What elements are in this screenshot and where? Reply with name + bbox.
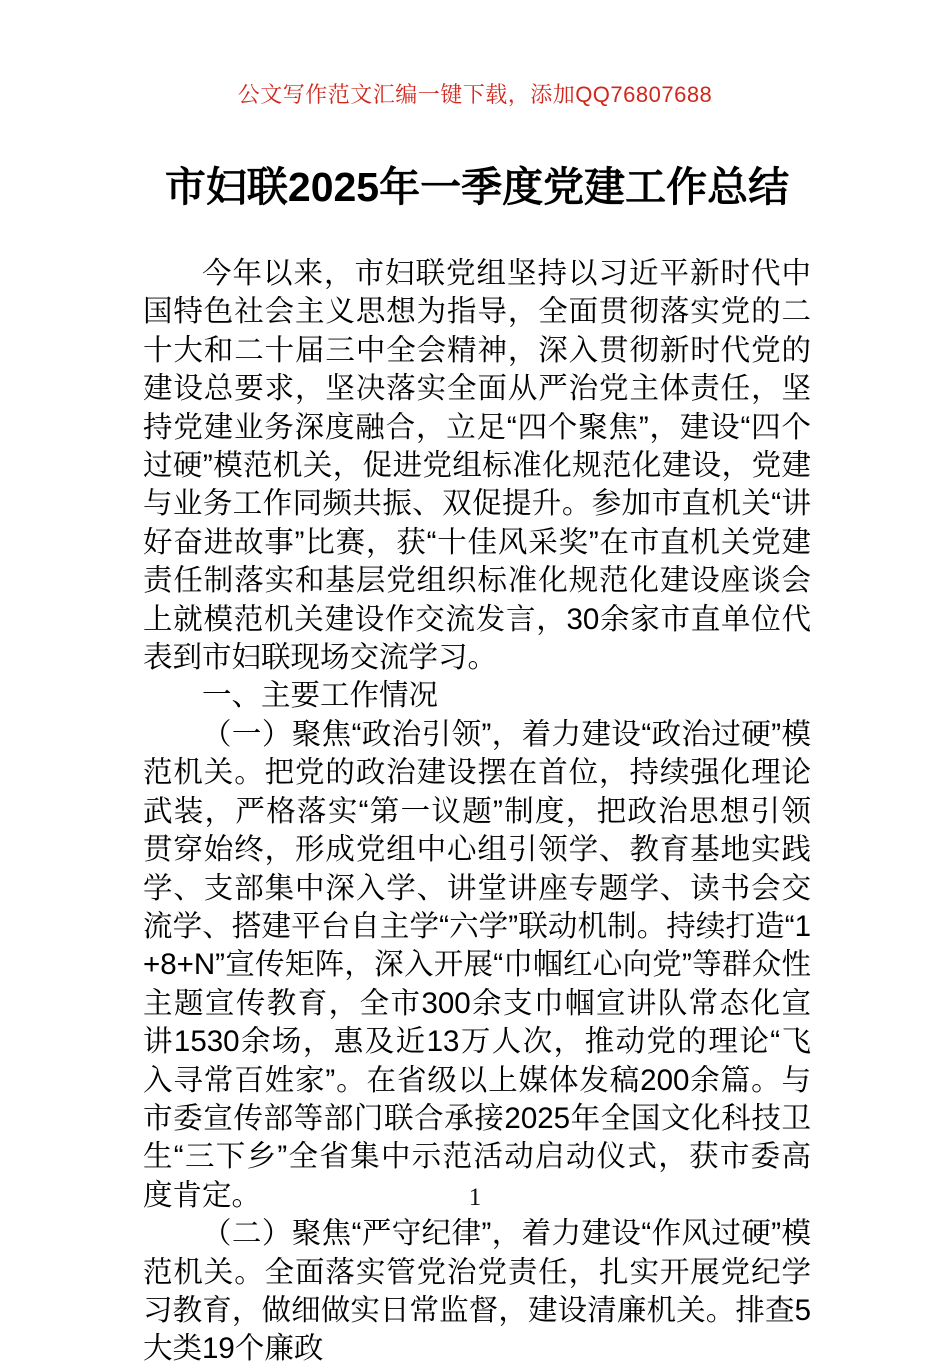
page-number: 1 [468, 1184, 482, 1211]
document-body [143, 0, 811, 1369]
paragraph-subsection-two: （二）聚焦“严守纪律”，着力建设“作风过硬”模范机关。全面落实管党治党责任，扎实开展党纪学习教育，做细做实日常监督，建设清廉机关。排查5大类19个廉政 [143, 1217, 811, 1366]
section-heading-one: 一、主要工作情况 [202, 679, 439, 713]
paragraph-intro: 今年以来，市妇联党组坚持以习近平新时代中国特色社会主义思想为指导，全面贯彻落实党的二十大和二十届三中全会精神，深入贯彻新时代党的建设总要求，坚决落实全面从严治党主体责任，坚持党建业务深度融合，立足“四个聚焦”，建设“四个过硬”模范机关，促进党组标准化规范化建设，党建与业务工作同频共振、双促提升。参加市直机关“讲好奋进故事”比赛，获“十佳风采奖”在市直机关党建责任制落实和基层党组织标准化规范化建设座谈会上就模范机关建设作交流发言，30余家市直单位代表到市妇联现场交流学习。 [143, 257, 811, 675]
promo-header-text: 公文写作范文汇编一键下载，添加QQ76807688 [237, 82, 713, 107]
page-title: 市妇联2025年一季度党建工作总结 [164, 164, 790, 210]
paragraph-subsection-one: （一）聚焦“政治引领”，着力建设“政治过硬”模范机关。把党的政治建设摆在首位，持续强化理论武装，严格落实“第一议题”制度，把政治思想引领贯穿始终，形成党组中心组引领学、教育基地实践学、支部集中深入学、讲堂讲座专题学、读书会交流学、搭建平台自主学“六学”联动机制。持续打造“1+8+N”宣传矩阵，深入开展“巾帼红心向党”等群众性主题宣传教育，全市300余支巾帼宣讲队常态化宣讲1530余场，惠及近13万人次，推动党的理论“飞入寻常百姓家”。在省级以上媒体发稿200余篇。与市委宣传部等部门联合承接2025年全国文化科技卫生“三下乡”全省集中示范活动启动仪式，获市委高度肯定。 [143, 717, 811, 1212]
